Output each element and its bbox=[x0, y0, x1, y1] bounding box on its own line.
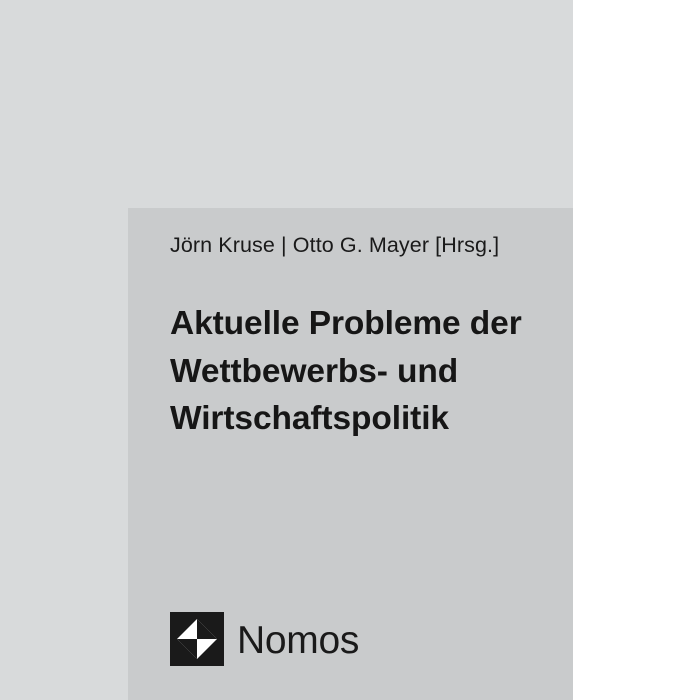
book-title: Aktuelle Probleme der Wettbewerbs- und Wirtschaftspolitik bbox=[170, 305, 522, 438]
publisher-logo bbox=[170, 612, 359, 666]
cover-content bbox=[170, 0, 560, 700]
nomos-diamond-icon bbox=[170, 612, 224, 666]
editors-line: Jörn Kruse | Otto G. Mayer [Hrsg.] bbox=[170, 233, 500, 257]
publisher-name: Nomos bbox=[237, 618, 360, 662]
cover-right-gutter bbox=[573, 0, 700, 700]
cover-spine-strip bbox=[0, 0, 128, 700]
